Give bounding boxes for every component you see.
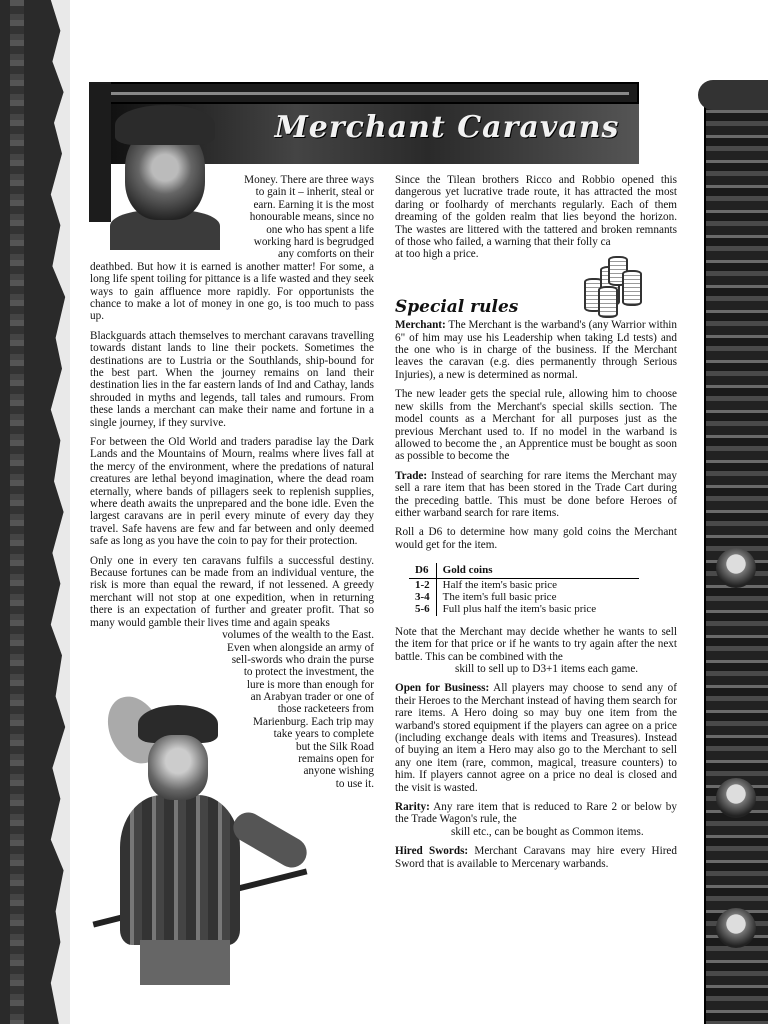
paragraph-end: skill to sell up to D3+1 items each game.	[455, 663, 639, 675]
rule-hired-swords	[395, 845, 677, 870]
intro-paragraph: deathbed. But how it is earned is another matter! For some, a long life spent toiling for pittance is a life wasted and they seek ways to gain affluence more rapidly. For opportunists the chance to make a lot of money in one go, is too much to pass up.	[90, 260, 374, 323]
text-line: earn. Earning it is the most	[253, 198, 374, 211]
rule-label: Merchant:	[395, 319, 446, 332]
paragraph-text: Note that the Merchant may decide whether he wants to sell the item for that price or if he wants to try again after the next battle. This can be combined with the	[395, 625, 677, 663]
rule-label: Rarity:	[395, 801, 430, 814]
table-cell: Half the item's basic price	[442, 578, 558, 591]
figure-arm	[228, 807, 312, 873]
table-header: Gold coins	[436, 563, 639, 578]
rule-label: Hired Swords:	[395, 845, 469, 858]
table-cell: 1-2	[409, 578, 436, 591]
table-cell: Full plus half the item's basic price	[442, 603, 597, 616]
text-line: but the Silk Road	[295, 740, 374, 753]
section-heading: Special rules	[395, 296, 519, 317]
table-row	[409, 578, 639, 591]
border-cap	[698, 80, 768, 110]
ornamental-border	[704, 88, 768, 1024]
paragraph	[395, 626, 677, 663]
coin-stack	[598, 286, 618, 318]
table-row	[409, 591, 639, 603]
torn-paper-strip	[38, 0, 70, 1024]
merchant-figure-illustration	[80, 695, 320, 985]
text-line: any comforts on their	[277, 248, 374, 261]
text-line: anyone wishing	[303, 765, 374, 778]
gold-coins-table	[409, 563, 639, 616]
paragraph: Blackguards attach themselves to merchant caravans travelling towards distant lands to line their pockets. Sometimes the destinations are to Lustria or the Southlands, ship-bound for the best part. When the journey remains on land their destination lies in the far eastern lands of Ind and Cathay, lands shrouded in myths and legends, tall tales and rumours. From these lands a merchant can make their name and fortune in a single journey, if they survive.	[90, 329, 374, 429]
text-line: one who has spent a life	[266, 223, 374, 236]
text-line: Money. There are three ways	[244, 174, 374, 186]
text-line: sell-swords who drain the purse	[231, 653, 374, 666]
skull-ornament	[716, 548, 756, 588]
text-line: working hard is begrudged	[253, 235, 374, 248]
intro-paragraph-end: at too high a price.	[395, 248, 479, 261]
paragraph: Roll a D6 to determine how many gold coins the Merchant would get for the item.	[395, 526, 677, 551]
rule-label: Trade:	[395, 469, 428, 482]
text-line: to use it.	[335, 777, 374, 790]
skull-ornament	[716, 778, 756, 818]
paragraph: Only one in every ten caravans fulfils a successful destiny. Because fortunes can be made from an individual venture, the risk is more than equal the reward, if not lessened. A greedy merchant will not stop at one expedition, when in returning there is an expectation of further and greater profit. That so many would gamble their lives time and again speaks	[90, 554, 374, 629]
paragraph: For between the Old World and traders paradise lay the Dark Lands and the Mountains of Mourn, realms where lives fall at the mercy of the environment, where the predations of natural creatures are lethal beyond imagination, where the dead roam eternally, where bands of pillagers seek to replenish supplies, where death awaits the unprepared and the bone idle. Even the largest caravans are in peril every minute of every day they travel. Safe havens are few and far between and only deemed safe as long as you have the coin to pay for their protection.	[90, 436, 374, 548]
table-row	[409, 603, 639, 615]
figure-legs	[140, 940, 230, 985]
rule-rarity	[395, 801, 677, 826]
rule-merchant	[395, 319, 677, 381]
text-line: those racketeers from	[277, 703, 374, 716]
text-line: take years to complete	[273, 728, 374, 741]
text-line: Marienburg. Each trip may	[253, 715, 374, 728]
table-header: D6	[409, 563, 436, 578]
skull-ornament	[716, 908, 756, 948]
rule-text: The Merchant is the warband's (any Warrior within 6" of him may use his Leadership when taking Ld tests) and the one who is in charge of the business. If the Merchant leaves the caravan (e.g. dies permanently through Serious Injuries), a new is determined as normal.	[395, 319, 677, 381]
coin-stack-icon	[578, 256, 664, 320]
text-line: honourable means, since no	[249, 211, 374, 224]
paragraph-text: Since the Tilean brothers Ricco and Robbio opened this dangerous yet lucrative trade route, it has attracted the most daring or foolhardy of merchants regularly. Each of them dreaming of the golden realm that lies beyond the horizon. The wastes are littered with the tattered and broken remnants of those who failed, a warning that their folly ca	[395, 174, 677, 249]
torn-page-edge	[0, 0, 68, 1024]
table-cell: The item's full basic price	[442, 590, 557, 603]
figure-face	[148, 735, 208, 800]
spine-stripe	[10, 0, 24, 1024]
coin-stack	[622, 270, 642, 306]
paragraph: The new leader gets the special rule, allowing him to choose new skills from the Merchant's special skills section. The model counts as a Merchant for all purposes just as the previous Merchant used to. If no model in the warband is allowed to become the , an Apprentice must be bought as soon as possible to become the	[395, 388, 677, 463]
rule-text: Instead of searching for rare items the Merchant may sell a rare item that has been stored in the Trade Cart during the preceding battle. This must be done before Heroes of either warband search for rare items.	[395, 469, 677, 519]
text-line: an Arabyan trader or one of	[250, 691, 374, 704]
portrait-hat	[115, 105, 215, 145]
intro-paragraph	[395, 174, 677, 248]
rule-label: Open for Business:	[395, 682, 490, 695]
text-line: Even when alongside an army of	[227, 641, 374, 654]
text-line: to gain it – inherit, steal or	[255, 186, 374, 199]
text-line: to protect the investment, the	[243, 666, 374, 679]
text-line: lure is more than enough for	[246, 678, 374, 691]
rule-text: All players may choose to send any of their Heroes to the Merchant instead of having them search for rare items. A Hero doing so may buy one item from the warband's stored equipment if the players can agree on a price (including exchange deals with items and Treasures). Instead of buying an item a Hero may also go to the Merchant to sell any one item (rare, common, magical, treasure counters) to him. If players cannot agree on a price no deal is closed and the visit is wasted.	[395, 682, 677, 794]
table-cell: 3-4	[409, 591, 436, 603]
text-line: remains open for	[298, 753, 374, 766]
rule-open-for-business	[395, 682, 677, 794]
rule-trade	[395, 470, 677, 520]
rule-text: Merchant Caravans may hire every Hired Sword that is available to Mercenary warbands.	[395, 845, 677, 870]
rule-text: Any rare item that is reduced to Rare 2 or below by the Trade Wagon's rule, the	[395, 801, 677, 826]
page-title: Merchant Caravans	[274, 110, 620, 145]
table-cell: 5-6	[409, 603, 436, 615]
figure-body	[120, 795, 240, 945]
text-line: volumes of the wealth to the East.	[222, 629, 374, 642]
intro-wrapped-text	[230, 174, 374, 261]
paragraph-end: skill etc., can be bought as Common items.	[451, 825, 644, 838]
